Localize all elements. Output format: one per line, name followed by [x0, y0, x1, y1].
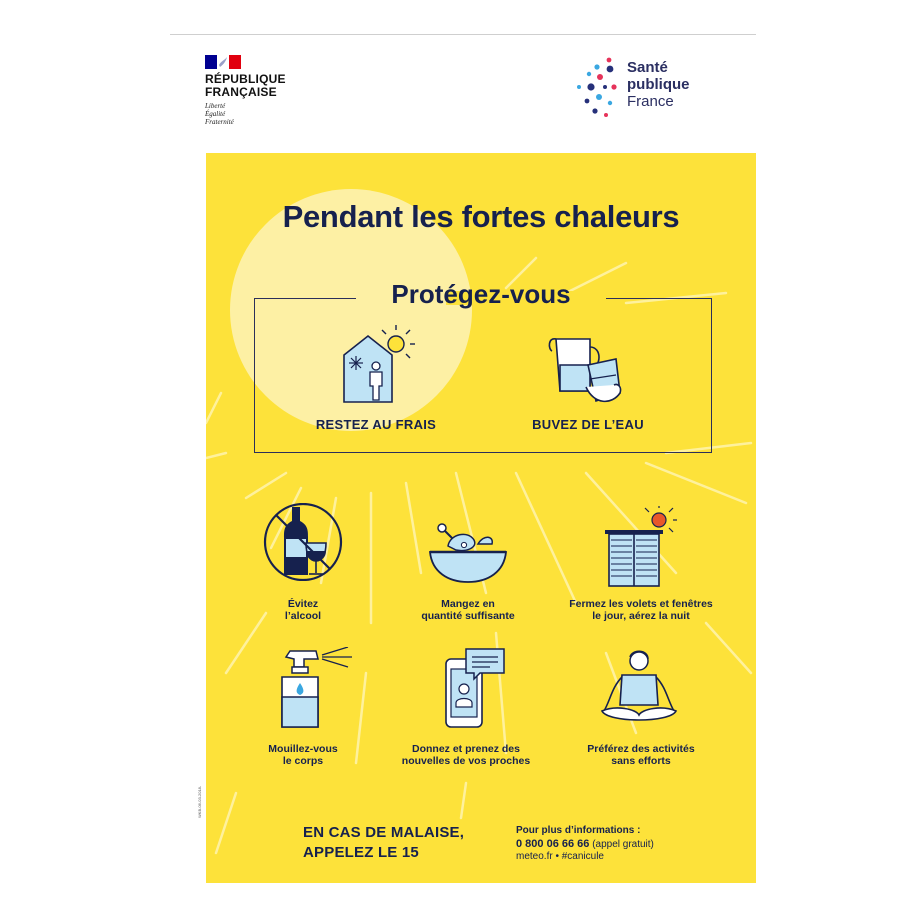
food-bowl-icon — [428, 520, 508, 586]
water-pitcher-icon — [546, 331, 631, 411]
spf-line2: publique — [627, 76, 690, 93]
tip-nouvelles-line2: nouvelles de vos proches — [401, 755, 531, 767]
phone-message-icon — [442, 647, 508, 729]
poster-ref-code: WKB-06-03-2018- — [197, 785, 202, 818]
spray-bottle-icon — [276, 647, 356, 729]
tip-mouiller-line2: le corps — [282, 755, 324, 767]
tip-volets-label — [556, 598, 726, 622]
spf-dots-icon — [575, 57, 625, 127]
poster — [206, 153, 756, 883]
buvez-de-leau-label: BUVEZ DE L’EAU — [532, 417, 644, 432]
tip-mouiller-label — [248, 743, 358, 767]
tip-manger-line1: Mangez en — [441, 598, 495, 610]
malaise-line1: EN CAS DE MALAISE, — [303, 824, 465, 841]
meditating-person-icon — [596, 649, 682, 729]
malaise-line2: APPELEZ LE 15 — [303, 844, 419, 861]
info-phone: 0 800 06 66 66 — [516, 837, 590, 850]
tip-alcool-line2: l’alcool — [284, 610, 322, 622]
tip-activites-line1: Préférez des activités — [587, 743, 695, 755]
info-line1: Pour plus d’informations : — [516, 825, 641, 836]
subtitle-text: Protégez-vous — [391, 279, 571, 309]
poster-subtitle — [206, 279, 756, 310]
info-block — [516, 825, 654, 864]
tip-volets-line2: le jour, aérez la nuit — [592, 610, 690, 622]
motto-liberte: Liberté — [205, 102, 226, 110]
window-shutters-icon — [603, 506, 677, 588]
spf-line3: France — [627, 93, 674, 110]
header — [170, 35, 756, 153]
motto-fraternite: Fraternité — [205, 118, 234, 126]
restez-au-frais-label: RESTEZ AU FRAIS — [315, 417, 437, 432]
tip-mouiller-line1: Mouillez-vous — [268, 743, 338, 755]
info-web: meteo.fr • #canicule — [516, 851, 604, 862]
spf-line1: Santé — [627, 59, 668, 76]
tip-activites-label — [561, 743, 721, 767]
tip-manger-line2: quantité suffisante — [421, 610, 515, 622]
no-alcohol-icon — [260, 503, 346, 581]
republique-francaise-logo — [205, 55, 305, 126]
tip-alcool-line1: Évitez — [287, 598, 319, 610]
tip-volets-line1: Fermez les volets et fenêtres — [569, 598, 713, 610]
malaise-notice — [303, 823, 464, 863]
republique-line1: RÉPUBLIQUE — [205, 72, 286, 86]
tip-nouvelles-label — [391, 743, 541, 767]
tip-nouvelles-line1: Donnez et prenez des — [412, 743, 520, 755]
cool-house-icon — [338, 320, 418, 405]
french-flag-icon — [205, 55, 241, 69]
motto-egalite: Égalité — [205, 110, 226, 118]
info-phone-note: (appel gratuit) — [592, 838, 654, 850]
poster-title: Pendant les fortes chaleurs — [282, 199, 680, 234]
tip-manger-label — [406, 598, 530, 622]
sante-publique-france-logo — [575, 57, 735, 127]
tip-activites-line2: sans efforts — [611, 755, 671, 767]
tip-alcool-label — [248, 598, 358, 622]
republique-line2: FRANÇAISE — [205, 85, 277, 99]
